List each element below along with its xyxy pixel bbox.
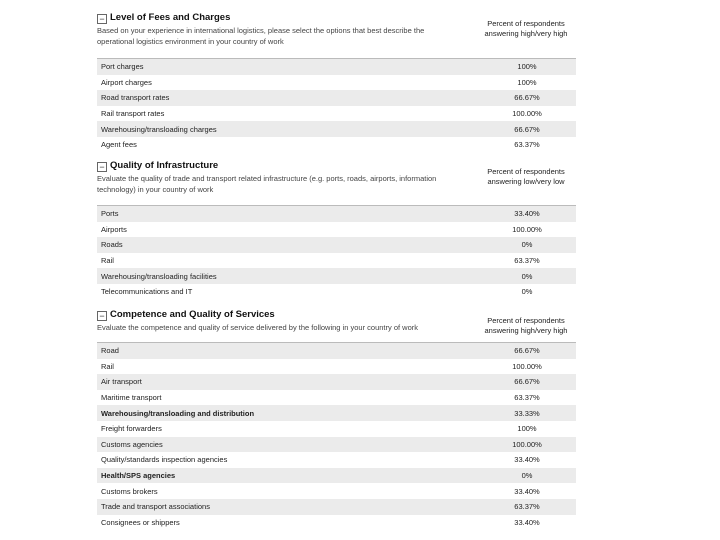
row-label: Road transport rates <box>97 90 478 106</box>
table-row <box>97 106 576 122</box>
row-value: 33.33% <box>478 405 576 421</box>
section-header <box>97 311 576 342</box>
row-label: Trade and transport associations <box>97 499 478 515</box>
table-row <box>97 121 576 137</box>
row-label: Warehousing/transloading facilities <box>97 268 478 284</box>
collapse-toggle-icon[interactable]: − <box>97 311 107 321</box>
table-row <box>97 468 576 484</box>
row-value: 0% <box>478 468 576 484</box>
table-row <box>97 222 576 238</box>
row-label: Airports <box>101 224 127 234</box>
row-label: Road <box>97 343 478 359</box>
row-label: Freight forwarders <box>101 424 162 434</box>
section-competence-services <box>97 311 576 530</box>
row-value: 100% <box>517 77 537 87</box>
table-row <box>97 268 576 284</box>
row-label: Rail transport rates <box>101 109 165 119</box>
row-label: Airport charges <box>101 77 152 87</box>
section-header <box>97 14 576 58</box>
row-label: Air transport <box>97 374 478 390</box>
section-description: Based on your experience in international logistics, please select the options that best describe the operational logistics environment in your country of work <box>97 26 425 46</box>
column-header: Percent of respondents answering high/very high <box>484 19 568 38</box>
row-value: 66.67% <box>478 343 576 359</box>
table-row <box>97 343 576 359</box>
row-value: 100.00% <box>512 224 542 234</box>
row-value: 0% <box>478 237 576 253</box>
table-row <box>97 237 576 253</box>
section-description: Evaluate the quality of trade and transport related infrastructure (e.g. ports, roads, airports, information technology) in your country of work <box>97 174 437 194</box>
row-label: Rail <box>101 361 114 371</box>
row-label: Agent fees <box>101 140 137 150</box>
data-table <box>97 206 576 300</box>
row-value: 100.00% <box>512 109 542 119</box>
row-label: Rail <box>101 256 114 266</box>
table-row <box>97 405 576 421</box>
row-value: 100.00% <box>478 437 576 453</box>
table-row <box>97 499 576 515</box>
row-value: 63.37% <box>478 499 576 515</box>
row-value: 66.67% <box>478 374 576 390</box>
row-label: Port charges <box>97 59 478 75</box>
section-title: Quality of Infrastructure <box>110 160 219 171</box>
row-value: 63.37% <box>514 140 540 150</box>
row-value: 100% <box>517 424 537 434</box>
row-value: 33.40% <box>478 206 576 222</box>
column-header: Percent of respondents answering low/very low <box>487 167 565 186</box>
table-row <box>97 483 576 499</box>
table-row <box>97 515 576 531</box>
row-label: Roads <box>97 237 478 253</box>
section-infrastructure <box>97 162 576 300</box>
row-value: 63.37% <box>514 256 540 266</box>
row-value: 100.00% <box>512 361 542 371</box>
row-label: Warehousing/transloading charges <box>97 121 478 137</box>
table-row <box>97 421 576 437</box>
data-table <box>97 343 576 530</box>
row-value: 66.67% <box>478 90 576 106</box>
section-header <box>97 162 576 205</box>
data-table <box>97 59 576 153</box>
section-title: Competence and Quality of Services <box>110 309 275 320</box>
table-row <box>97 437 576 453</box>
row-label: Telecommunications and IT <box>101 287 193 297</box>
table-row <box>97 374 576 390</box>
table-row <box>97 359 576 375</box>
row-label: Warehousing/transloading and distribution <box>97 405 478 421</box>
section-title: Level of Fees and Charges <box>110 12 231 23</box>
table-row <box>97 253 576 269</box>
column-header: Percent of respondents answering high/very high <box>484 316 568 335</box>
row-label: Quality/standards inspection agencies <box>101 455 228 465</box>
table-row <box>97 452 576 468</box>
row-value: 63.37% <box>514 393 540 403</box>
row-value: 33.40% <box>514 517 540 527</box>
row-label: Customs agencies <box>97 437 478 453</box>
table-row <box>97 206 576 222</box>
section-description: Evaluate the competence and quality of service delivered by the following in your country of work <box>97 323 419 332</box>
table-row <box>97 59 576 75</box>
row-label: Ports <box>97 206 478 222</box>
row-value: 0% <box>521 287 533 297</box>
row-value: 66.67% <box>478 121 576 137</box>
collapse-toggle-icon[interactable]: − <box>97 162 107 172</box>
table-row <box>97 284 576 300</box>
table-row <box>97 90 576 106</box>
row-value: 100% <box>478 59 576 75</box>
section-fees-charges <box>97 14 576 153</box>
row-value: 0% <box>478 268 576 284</box>
row-value: 33.40% <box>514 455 540 465</box>
table-row <box>97 390 576 406</box>
row-label: Maritime transport <box>101 393 162 403</box>
row-label: Customs brokers <box>101 486 158 496</box>
table-row <box>97 75 576 91</box>
collapse-toggle-icon[interactable]: − <box>97 14 107 24</box>
row-value: 33.40% <box>514 486 540 496</box>
row-label: Consignees or shippers <box>101 517 180 527</box>
table-row <box>97 137 576 153</box>
row-label: Health/SPS agencies <box>97 468 478 484</box>
